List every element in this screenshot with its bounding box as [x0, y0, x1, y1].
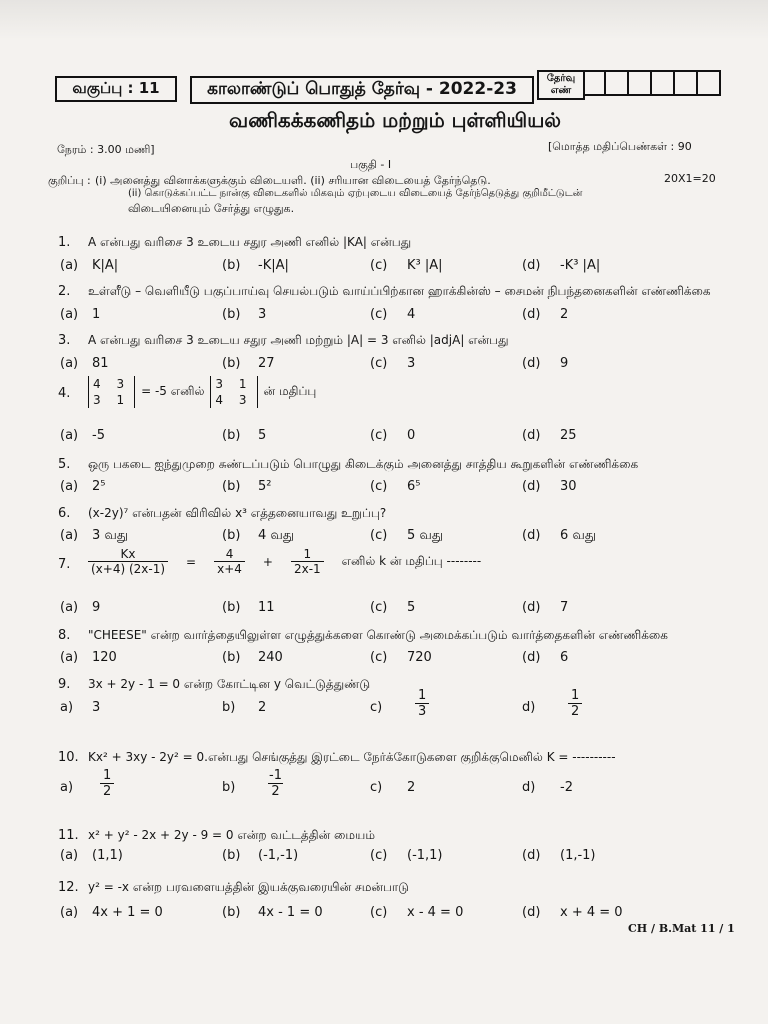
- question-7-option-a-label: (a): [60, 600, 79, 615]
- question-10-text: Kx² + 3xy - 2y² = 0.என்பது செங்குத்து இரட்டை நேர்க்கோடுகளை குறிக்குமெனில் K = ----------: [88, 750, 616, 764]
- question-6-option-d-value: 6 வது: [560, 528, 597, 543]
- exam-time: நேரம் : 3.00 மணி]: [57, 143, 155, 156]
- question-4-equals: = -5 எனில்: [141, 384, 205, 398]
- question-4-option-c-value: 0: [407, 428, 416, 443]
- question-11-option-c-label: (c): [370, 848, 388, 863]
- question-6-option-b-value: 4 வது: [258, 528, 295, 543]
- question-10-option-a-fraction-numerator: 1: [103, 768, 112, 783]
- note-label: குறிப்பு :: [48, 174, 91, 187]
- note-line-3: விடையினையும் சேர்த்து எழுதுக.: [128, 202, 295, 215]
- question-1-option-b-label: (b): [222, 258, 241, 273]
- question-10-option-b-fraction-numerator: -1: [269, 768, 282, 783]
- question-9-option-d-fraction: [568, 688, 582, 719]
- question-6-option-a-label: (a): [60, 528, 79, 543]
- question-6-option-c-label: (c): [370, 528, 388, 543]
- question-10-option-a-label: a): [60, 780, 74, 795]
- exam-number-label-line1: தேர்வு: [546, 73, 576, 84]
- question-5-option-d-label: (d): [522, 479, 541, 494]
- question-1-number: 1.: [58, 235, 71, 250]
- question-7-fraction-2: [291, 547, 324, 576]
- question-11-option-d-label: (d): [522, 848, 541, 863]
- question-3-number: 3.: [58, 333, 71, 348]
- question-7-text: [88, 547, 481, 576]
- question-4-option-a-value: -5: [92, 428, 105, 443]
- question-6-option-c-value: 5 வது: [407, 528, 444, 543]
- question-4-option-a-label: (a): [60, 428, 79, 443]
- question-7-fraction-lhs-numerator: Kx: [120, 547, 136, 561]
- question-9-option-c-fraction: [415, 688, 429, 719]
- question-7-fraction-lhs-denominator: (x+4) (2x-1): [88, 561, 168, 576]
- question-2-option-d-label: (d): [522, 307, 541, 322]
- question-7-option-a-value: 9: [92, 600, 101, 615]
- question-9-option-b-label: b): [222, 700, 236, 715]
- question-12-option-b-value: 4x - 1 = 0: [258, 905, 323, 920]
- question-10-option-d-label: d): [522, 780, 536, 795]
- question-4-text: [88, 376, 316, 408]
- question-5-option-a-value: 2⁵: [92, 479, 106, 494]
- question-9-option-d-value: [568, 688, 582, 719]
- question-10-option-b-value: [266, 768, 285, 799]
- class-label: வகுப்பு : 11: [72, 79, 160, 97]
- class-label-box: [55, 76, 177, 102]
- section-marks: 20X1=20: [664, 172, 716, 185]
- exam-number-cell: [698, 70, 721, 96]
- question-11-text: x² + y² - 2x + 2y - 9 = 0 என்ற வட்டத்தின் மையம்: [88, 828, 375, 842]
- question-1-option-c-label: (c): [370, 258, 388, 273]
- question-9-option-b-value: 2: [258, 700, 267, 715]
- question-7-fraction-1: [214, 547, 245, 576]
- question-2-text: உள்ளீடு – வெளியீடு பகுப்பாய்வு செயல்படும் வாய்ப்பிற்கான ஹாக்கின்ஸ் – சைமன் நிபந்தனைகளின் எண்ணிக்கை: [88, 284, 711, 298]
- question-4-determinant-2-row: 4 3: [215, 393, 253, 407]
- exam-title-box: [190, 76, 534, 104]
- question-10-number: 10.: [58, 750, 79, 765]
- question-6-option-b-label: (b): [222, 528, 241, 543]
- exam-number-cell: [606, 70, 629, 96]
- question-4-option-c-label: (c): [370, 428, 388, 443]
- question-3-option-c-label: (c): [370, 356, 388, 371]
- question-7-equals: =: [186, 554, 197, 569]
- question-4-determinant-1-row: 3 1: [93, 393, 131, 407]
- question-4-determinant-2-row: 3 1: [215, 377, 253, 391]
- question-5-text: ஒரு பகடை ஐந்துமுறை சுண்டப்படும் பொழுது கிடைக்கும் அனைத்து சாத்திய கூறுகளின் எண்ணிக்கை: [88, 457, 639, 471]
- question-3-option-b-label: (b): [222, 356, 241, 371]
- subject-title: வணிகக்கணிதம் மற்றும் புள்ளியியல்: [229, 108, 561, 132]
- question-9-option-c-fraction-numerator: 1: [418, 688, 427, 703]
- question-1-option-c-value: K³ |A|: [407, 258, 443, 273]
- page-footer-code: CH / B.Mat 11 / 1: [628, 922, 735, 935]
- question-2-option-c-label: (c): [370, 307, 388, 322]
- question-9-option-a-label: a): [60, 700, 74, 715]
- question-2-option-a-label: (a): [60, 307, 79, 322]
- question-3-option-a-label: (a): [60, 356, 79, 371]
- question-4-number: 4.: [58, 386, 71, 401]
- question-3-option-d-label: (d): [522, 356, 541, 371]
- question-5-option-d-value: 30: [560, 479, 577, 494]
- question-10-option-c-label: c): [370, 780, 383, 795]
- question-4-determinant-1: [88, 376, 135, 408]
- question-10-option-b-fraction-denominator: 2: [268, 783, 282, 799]
- question-8-option-a-label: (a): [60, 650, 79, 665]
- question-11-option-b-value: (-1,-1): [258, 848, 299, 863]
- question-7-fraction-2-denominator: 2x-1: [291, 561, 324, 576]
- question-7-option-d-label: (d): [522, 600, 541, 615]
- question-2-option-a-value: 1: [92, 307, 101, 322]
- question-1-option-d-value: -K³ |A|: [560, 258, 601, 273]
- question-12-option-d-label: (d): [522, 905, 541, 920]
- question-8-option-b-label: (b): [222, 650, 241, 665]
- question-5-option-c-value: 6⁵: [407, 479, 421, 494]
- question-9-option-c-label: c): [370, 700, 383, 715]
- question-7-tail: எனில் k ன் மதிப்பு --------: [341, 553, 482, 568]
- question-1-option-a-value: K|A|: [92, 258, 119, 273]
- question-12-option-c-value: x - 4 = 0: [407, 905, 464, 920]
- question-7-fraction-2-numerator: 1: [303, 547, 312, 561]
- question-1-option-b-value: -K|A|: [258, 258, 289, 273]
- question-12-option-a-label: (a): [60, 905, 79, 920]
- question-11-option-a-value: (1,1): [92, 848, 123, 863]
- question-9-option-c-value: [415, 688, 429, 719]
- question-1-option-a-label: (a): [60, 258, 79, 273]
- question-9-option-a-value: 3: [92, 700, 101, 715]
- question-5-option-b-label: (b): [222, 479, 241, 494]
- question-8-option-b-value: 240: [258, 650, 283, 665]
- question-8-option-a-value: 120: [92, 650, 117, 665]
- exam-number-cells: [583, 70, 721, 96]
- question-8-option-d-value: 6: [560, 650, 569, 665]
- question-6-option-a-value: 3 வது: [92, 528, 129, 543]
- question-12-option-a-value: 4x + 1 = 0: [92, 905, 163, 920]
- question-12-option-b-label: (b): [222, 905, 241, 920]
- question-9-option-c-fraction-denominator: 3: [415, 703, 429, 719]
- question-1-text: A என்பது வரிசை 3 உடைய சதுர அணி எனில் |KA| என்பது: [88, 235, 412, 249]
- question-9-option-d-label: d): [522, 700, 536, 715]
- question-4-tail: ன் மதிப்பு: [263, 384, 317, 398]
- question-9-number: 9.: [58, 677, 71, 692]
- exam-number-label: [537, 70, 585, 100]
- question-9-text: 3x + 2y - 1 = 0 என்ற கோட்டின y வெட்டுத்துண்டு: [88, 677, 371, 691]
- exam-number-label-line2: எண்: [550, 85, 572, 96]
- question-8-number: 8.: [58, 628, 71, 643]
- total-marks: [மொத்த மதிப்பெண்கள் : 90: [548, 140, 692, 153]
- question-12-number: 12.: [58, 880, 79, 895]
- question-1-option-d-label: (d): [522, 258, 541, 273]
- exam-number-cell: [675, 70, 698, 96]
- question-10-option-a-fraction-denominator: 2: [100, 783, 114, 799]
- question-2-option-b-value: 3: [258, 307, 267, 322]
- question-10-option-d-value: -2: [560, 780, 573, 795]
- question-8-option-c-label: (c): [370, 650, 388, 665]
- question-7-option-c-label: (c): [370, 600, 388, 615]
- question-3-option-a-value: 81: [92, 356, 109, 371]
- question-11-number: 11.: [58, 828, 79, 843]
- question-11-option-b-label: (b): [222, 848, 241, 863]
- question-7-option-b-label: (b): [222, 600, 241, 615]
- question-7-fraction-lhs: [88, 547, 168, 576]
- question-6-number: 6.: [58, 506, 71, 521]
- section-title: பகுதி - I: [350, 158, 392, 171]
- question-10-option-a-value: [100, 768, 114, 799]
- question-12-option-c-label: (c): [370, 905, 388, 920]
- question-4-option-b-label: (b): [222, 428, 241, 443]
- question-3-option-b-value: 27: [258, 356, 275, 371]
- note-line-2: (ii) கொடுக்கப்பட்ட நான்கு விடைகளில் மிகவும் ஏற்புடைய விடையைத் தேர்ந்தெடுத்து குறிமீட்டுடன்: [128, 188, 583, 199]
- question-7-fraction-1-numerator: 4: [225, 547, 234, 561]
- question-7-option-d-value: 7: [560, 600, 569, 615]
- question-9-option-d-fraction-denominator: 2: [568, 703, 582, 719]
- question-3-option-c-value: 3: [407, 356, 416, 371]
- question-2-option-b-label: (b): [222, 307, 241, 322]
- question-5-option-c-label: (c): [370, 479, 388, 494]
- question-11-option-c-value: (-1,1): [407, 848, 443, 863]
- question-4-option-d-value: 25: [560, 428, 577, 443]
- question-10-option-a-fraction: [100, 768, 114, 799]
- note-line-1: (i) அனைத்து வினாக்களுக்கும் விடையளி. (ii) சரியான விடையைத் தேர்ந்தெடு.: [95, 174, 491, 187]
- question-7-plus: +: [262, 554, 273, 569]
- exam-number-cell: [629, 70, 652, 96]
- question-10-option-b-fraction: [266, 768, 285, 799]
- question-11-option-a-label: (a): [60, 848, 79, 863]
- question-7-number: 7.: [58, 557, 71, 572]
- question-7-option-b-value: 11: [258, 600, 275, 615]
- question-2-option-d-value: 2: [560, 307, 569, 322]
- question-11-option-d-value: (1,-1): [560, 848, 596, 863]
- question-12-text: y² = -x என்ற பரவளையத்தின் இயக்குவரையின் சமன்பாடு: [88, 880, 409, 894]
- question-8-option-c-value: 720: [407, 650, 432, 665]
- question-3-option-d-value: 9: [560, 356, 569, 371]
- question-4-option-b-value: 5: [258, 428, 267, 443]
- question-12-option-d-value: x + 4 = 0: [560, 905, 623, 920]
- exam-title: காலாண்டுப் பொதுத் தேர்வு - 2022-23: [207, 79, 517, 99]
- question-10-option-b-label: b): [222, 780, 236, 795]
- question-6-option-d-label: (d): [522, 528, 541, 543]
- question-2-option-c-value: 4: [407, 307, 416, 322]
- question-6-text: (x-2y)⁷ என்பதன் விரிவில் x³ எத்தனையாவது உறுப்பு?: [88, 506, 387, 520]
- question-10-option-c-value: 2: [407, 780, 416, 795]
- question-8-text: "CHEESE" என்ற வார்த்தையிலுள்ள எழுத்துக்களை கொண்டு அமைக்கப்படும் வார்த்தைகளின் எண்ணிக்கை: [88, 628, 668, 642]
- question-2-number: 2.: [58, 284, 71, 299]
- question-8-option-d-label: (d): [522, 650, 541, 665]
- question-3-text: A என்பது வரிசை 3 உடைய சதுர அணி மற்றும் |A| = 3 எனில் |adjA| என்பது: [88, 333, 509, 347]
- question-4-option-d-label: (d): [522, 428, 541, 443]
- question-5-number: 5.: [58, 457, 71, 472]
- question-4-determinant-1-row: 4 3: [93, 377, 131, 391]
- question-5-option-a-label: (a): [60, 479, 79, 494]
- question-5-option-b-value: 5²: [258, 479, 272, 494]
- question-4-determinant-2: [210, 376, 257, 408]
- exam-number-cell: [583, 70, 606, 96]
- question-9-option-d-fraction-numerator: 1: [571, 688, 580, 703]
- exam-number-cell: [652, 70, 675, 96]
- question-7-fraction-1-denominator: x+4: [214, 561, 245, 576]
- question-7-option-c-value: 5: [407, 600, 416, 615]
